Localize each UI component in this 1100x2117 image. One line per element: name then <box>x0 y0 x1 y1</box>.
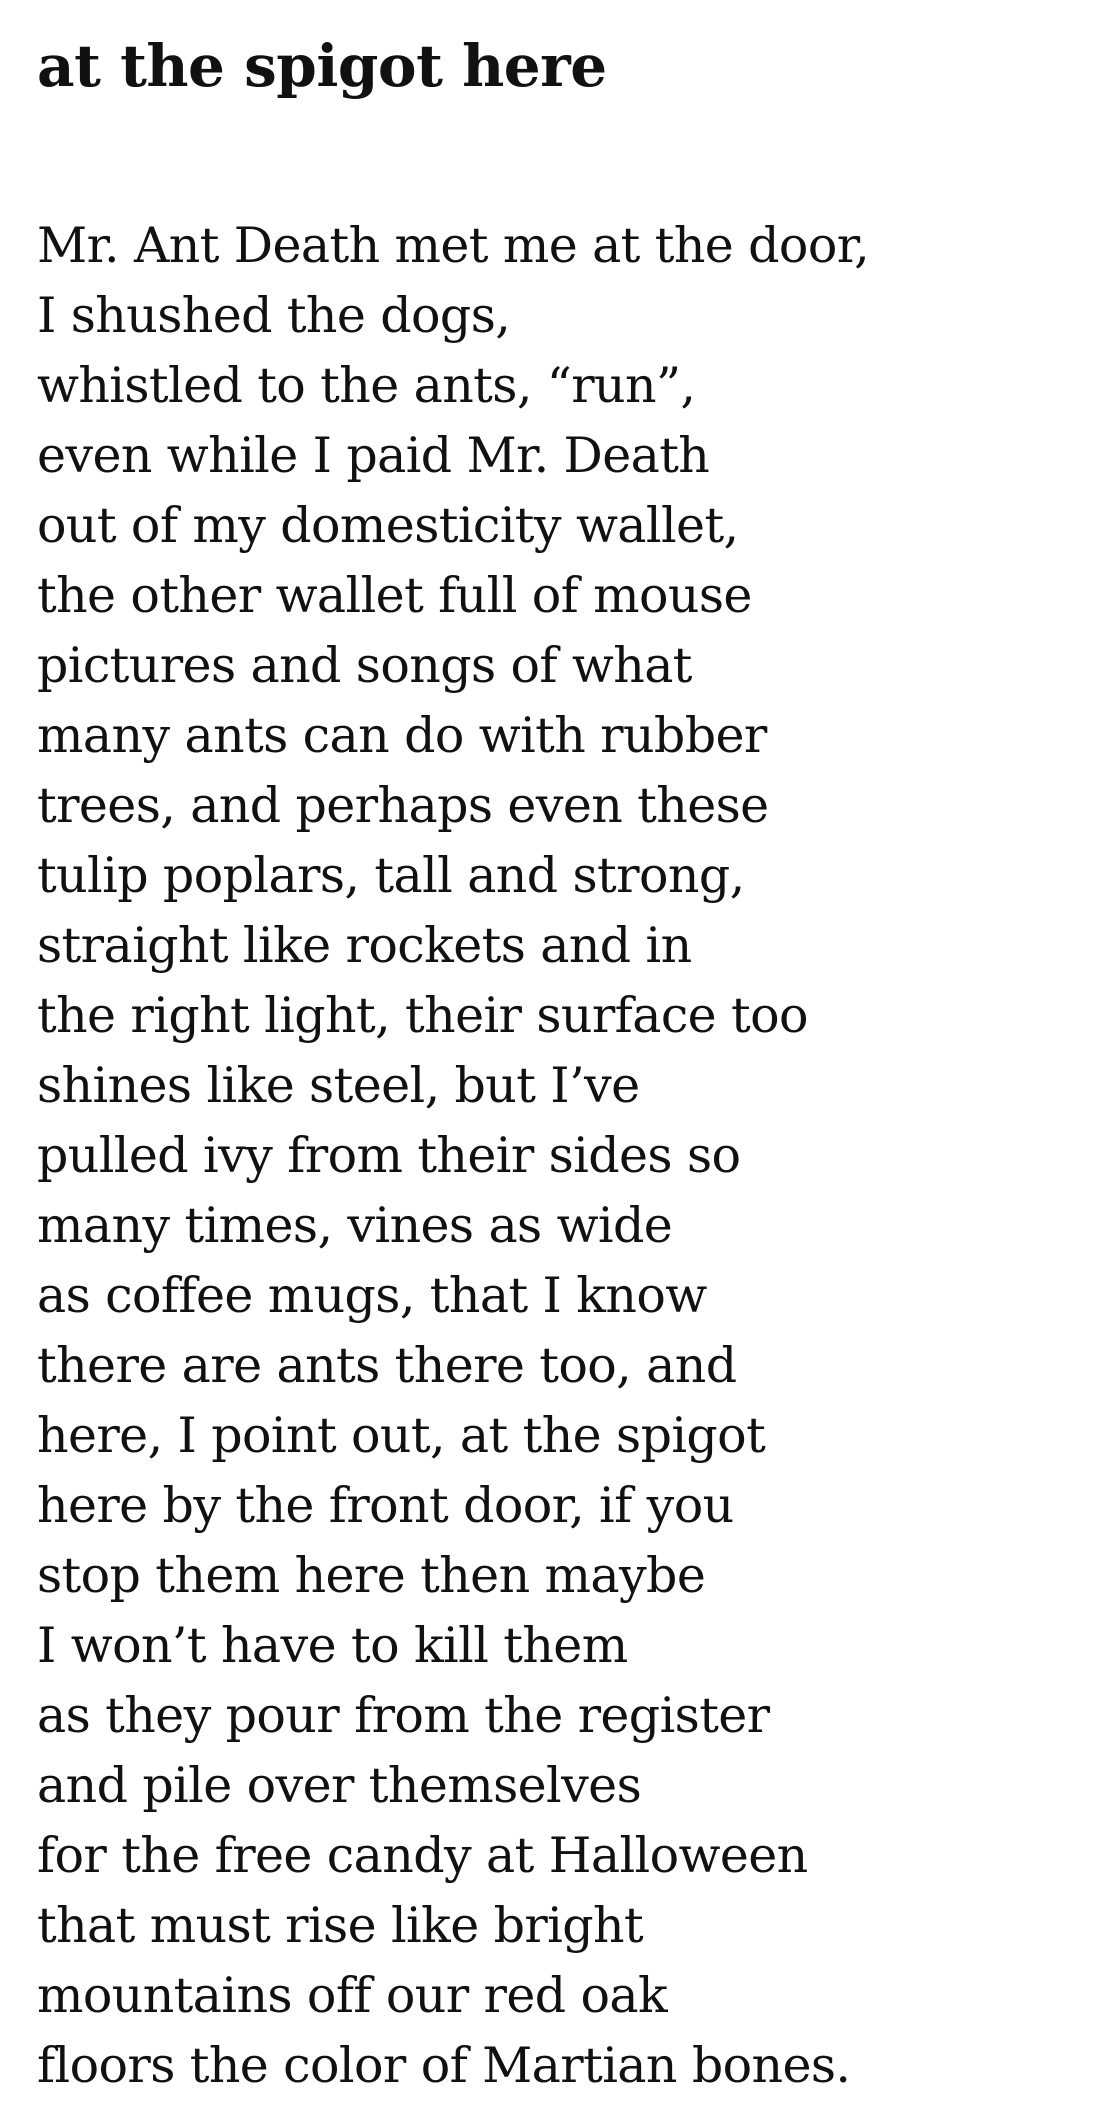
poem-line: there are ants there too, and <box>37 1337 737 1394</box>
poem-line: and pile over themselves <box>37 1757 642 1814</box>
poem-body <box>37 211 1037 2101</box>
poem-line: even while I paid Mr. Death <box>37 427 710 484</box>
poem-line: I won’t have to kill them <box>37 1617 628 1674</box>
poem-line: whistled to the ants, “run”, <box>37 357 696 414</box>
poem-line: out of my domesticity wallet, <box>37 497 739 554</box>
poem-line: floors the color of Martian bones. <box>37 2037 851 2094</box>
poem-line: pictures and songs of what <box>37 637 692 694</box>
poem-line: as coffee mugs, that I know <box>37 1267 707 1324</box>
poem-line: many times, vines as wide <box>37 1197 673 1254</box>
poem-line: stop them here then maybe <box>37 1547 706 1604</box>
poem-line: the right light, their surface too <box>37 987 808 1044</box>
poem-title: at the spigot here <box>37 32 607 100</box>
poem-line: as they pour from the register <box>37 1687 770 1744</box>
poem-line: many ants can do with rubber <box>37 707 767 764</box>
poem-line: tulip poplars, tall and strong, <box>37 847 745 904</box>
poem-line: straight like rockets and in <box>37 917 692 974</box>
poem-line: for the free candy at Halloween <box>37 1827 808 1884</box>
poem-line: here by the front door, if you <box>37 1477 734 1534</box>
poem-line: pulled ivy from their sides so <box>37 1127 741 1184</box>
poem-line: mountains off our red oak <box>37 1967 668 2024</box>
poem-line: I shushed the dogs, <box>37 287 511 344</box>
poem-page <box>37 24 1037 2101</box>
poem-line: shines like steel, but I’ve <box>37 1057 640 1114</box>
poem-line: the other wallet full of mouse <box>37 567 752 624</box>
poem-line: here, I point out, at the spigot <box>37 1407 766 1464</box>
poem-line: Mr. Ant Death met me at the door, <box>37 217 870 274</box>
poem-line: that must rise like bright <box>37 1897 644 1954</box>
poem-line: trees, and perhaps even these <box>37 777 769 834</box>
